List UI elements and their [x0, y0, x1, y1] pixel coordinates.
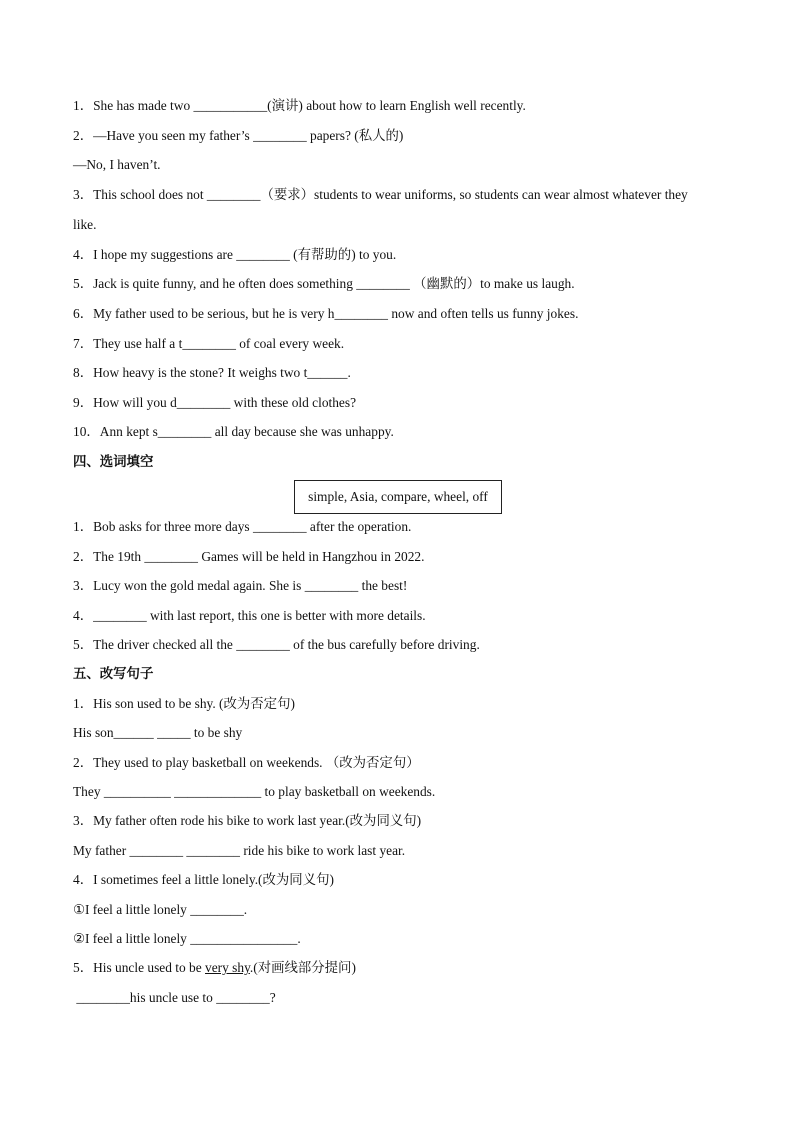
s4-item-4: 4．________ with last report, this one is better with more details.: [73, 608, 426, 623]
s3-item-2: 2．—Have you seen my father’s ________ papers? (私人的): [73, 128, 404, 143]
s5-item-5-answer: ________his uncle use to ________?: [73, 990, 276, 1005]
s3-item-8: 8．How heavy is the stone? It weighs two t______.: [73, 365, 351, 380]
s3-item-10: 10．Ann kept s________ all day because she was unhappy.: [73, 424, 394, 439]
s5-item-4-answer-2: ②I feel a little lonely ________________.: [73, 931, 301, 946]
s5-item-2: 2．They used to play basketball on weekends. （改为否定句）: [73, 755, 420, 770]
s3-item-2-reply: —No, I haven’t.: [73, 157, 161, 172]
section-5-heading: 五、改写句子: [73, 667, 154, 682]
s5-item-4-answer-1: ①I feel a little lonely ________.: [73, 902, 248, 917]
s3-item-4: 4．I hope my suggestions are ________ (有帮助的) to you.: [73, 247, 397, 262]
s5-item-2-answer: They __________ _____________ to play basketball on weekends.: [73, 784, 436, 799]
s4-item-3: 3．Lucy won the gold medal again. She is ________ the best!: [73, 578, 408, 593]
s5-item-1: 1．His son used to be shy. (改为否定句): [73, 696, 295, 711]
s5-item-5-underlined: very shy: [205, 960, 250, 975]
s3-item-3: 3．This school does not ________（要求）students to wear uniforms, so students can wear almost whatever they: [73, 187, 688, 202]
s5-item-3: 3．My father often rode his bike to work last year.(改为同义句): [73, 813, 422, 828]
s5-item-1-answer: His son______ _____ to be shy: [73, 725, 243, 740]
s3-item-7: 7．They use half a t________ of coal every week.: [73, 336, 345, 351]
s5-item-5-suffix: .(对画线部分提问): [249, 960, 356, 975]
s3-item-1: 1．She has made two ___________(演讲) about how to learn English well recently.: [73, 98, 526, 113]
s4-item-2: 2．The 19th ________ Games will be held in Hangzhou in 2022.: [73, 549, 425, 564]
section-4-heading: 四、选词填空: [73, 455, 154, 470]
s3-item-6: 6．My father used to be serious, but he is very h________ now and often tells us funny jokes.: [73, 306, 579, 321]
s4-item-5: 5．The driver checked all the ________ of the bus carefully before driving.: [73, 637, 480, 652]
s3-item-9: 9．How will you d________ with these old clothes?: [73, 395, 357, 410]
s5-item-5: [73, 959, 356, 977]
s5-item-5-prefix: 5．His uncle used to be: [73, 960, 206, 975]
s3-item-5: 5．Jack is quite funny, and he often does something ________ （幽默的）to make us laugh.: [73, 276, 575, 291]
s5-item-4: 4．I sometimes feel a little lonely.(改为同义句): [73, 872, 334, 887]
word-bank-box: simple, Asia, compare, wheel, off: [294, 480, 502, 514]
s5-item-3-answer: My father ________ ________ ride his bike to work last year.: [73, 843, 406, 858]
s4-item-1: 1．Bob asks for three more days ________ after the operation.: [73, 519, 412, 534]
s3-item-3-cont: like.: [73, 217, 97, 232]
